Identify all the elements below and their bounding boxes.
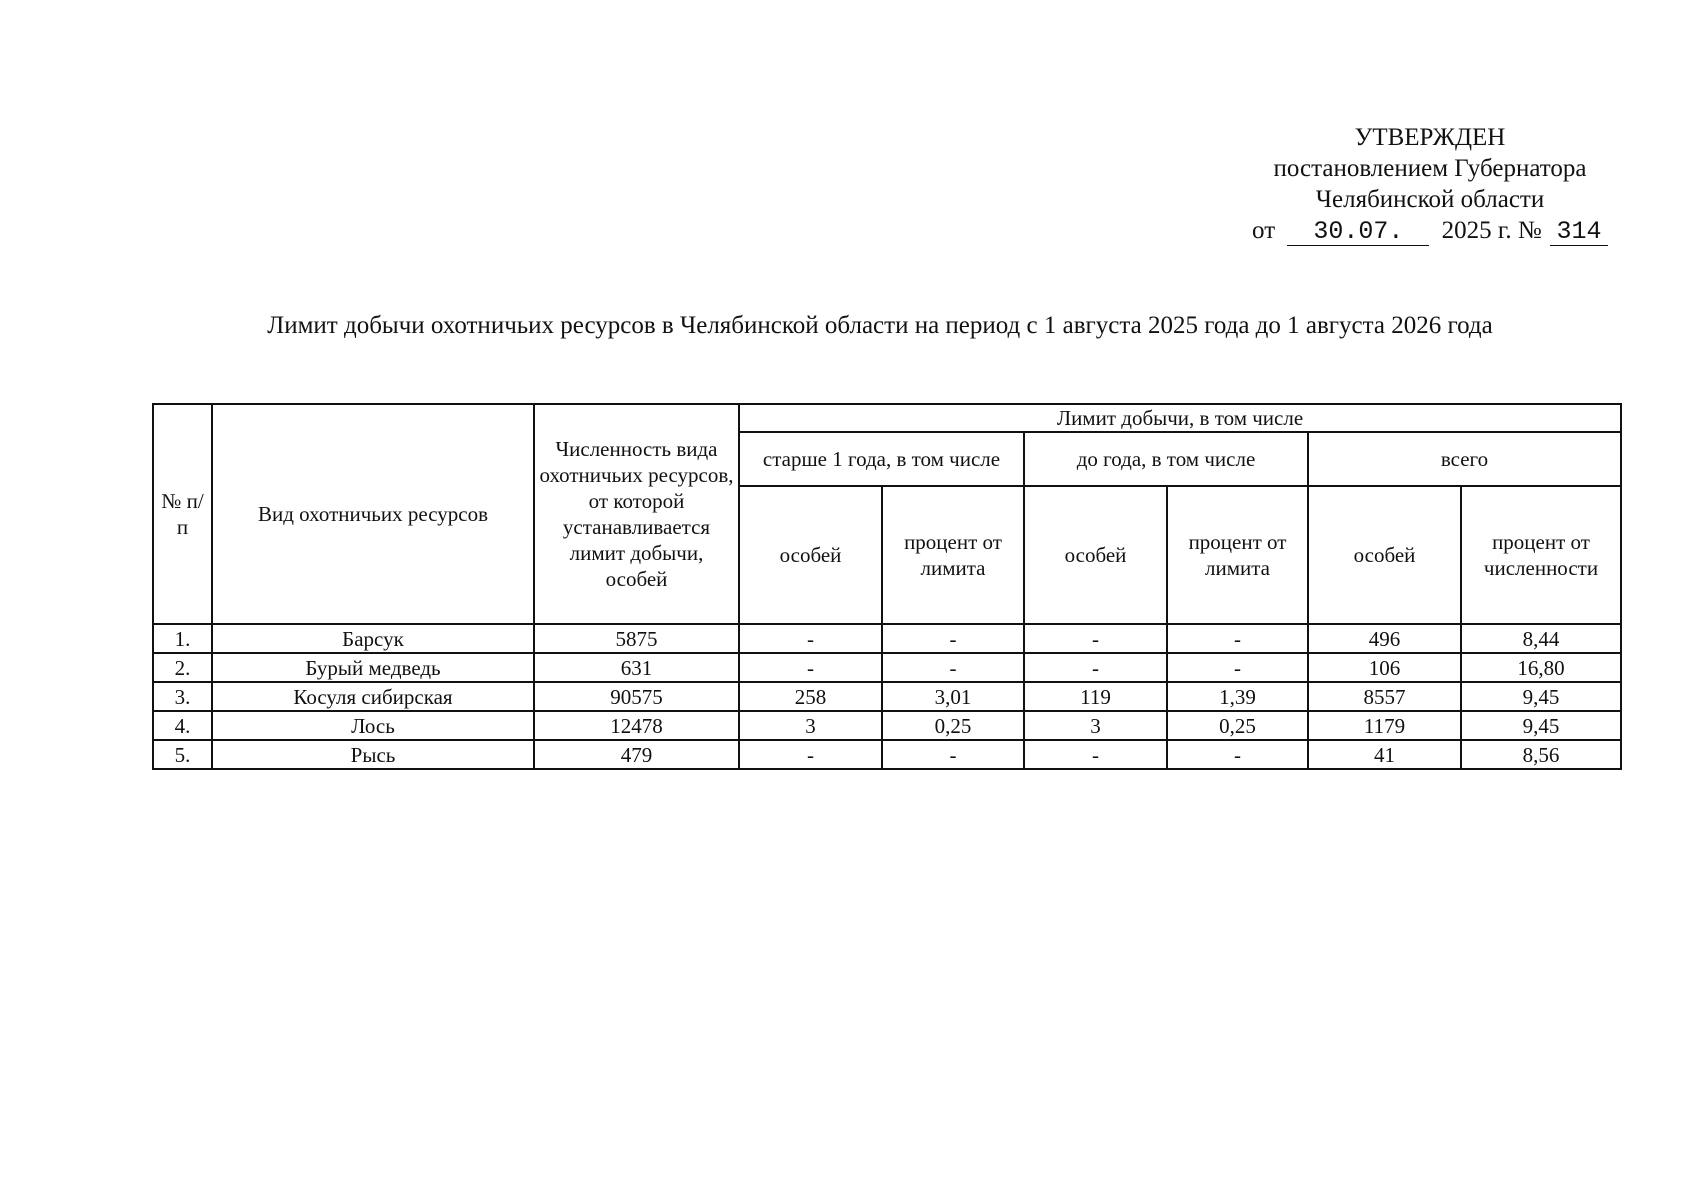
header-total-count: особей [1308,486,1461,624]
cell-total-count: 8557 [1308,682,1461,711]
cell-species: Бурый медведь [212,653,534,682]
approval-line-2: Челябинской области [1315,186,1545,213]
header-population: Численность вида охотничьих ресурсов, от которой устанавливается лимит добычи, особей [534,404,739,624]
header-young: до года, в том числе [1024,432,1308,486]
cell-older-count: 3 [739,711,882,740]
cell-total-pct: 16,80 [1461,653,1621,682]
cell-total-count: 106 [1308,653,1461,682]
table-row [153,624,1621,653]
header-species: Вид охотничьих ресурсов [212,404,534,624]
header-num: № п/п [153,404,212,624]
table-header [153,404,1621,624]
cell-num: 2. [153,653,212,682]
cell-young-count: - [1024,624,1167,653]
cell-total-pct: 9,45 [1461,711,1621,740]
cell-young-pct: 1,39 [1167,682,1308,711]
document-title: Лимит добычи охотничьих ресурсов в Челябинской области на период с 1 августа 2025 года до 1 августа 2026 года [267,312,1493,339]
cell-older-pct: - [882,624,1024,653]
cell-total-pct: 8,44 [1461,624,1621,653]
cell-older-count: - [739,653,882,682]
table-row [153,653,1621,682]
header-young-pct: процент от лимита [1167,486,1308,624]
cell-species: Лось [212,711,534,740]
table-row [153,740,1621,769]
cell-population: 479 [534,740,739,769]
approval-date-handwritten: 30.07. [1287,219,1429,246]
cell-species: Косуля сибирская [212,682,534,711]
limits-table [152,403,1622,770]
cell-total-pct: 9,45 [1461,682,1621,711]
cell-species: Барсук [212,624,534,653]
cell-population: 90575 [534,682,739,711]
cell-num: 4. [153,711,212,740]
cell-young-pct: - [1167,624,1308,653]
table-body [153,624,1621,769]
cell-total-count: 496 [1308,624,1461,653]
cell-older-pct: - [882,740,1024,769]
cell-older-count: - [739,740,882,769]
cell-population: 12478 [534,711,739,740]
cell-older-pct: 3,01 [882,682,1024,711]
header-older-count: особей [739,486,882,624]
approval-stamp [1230,122,1630,246]
cell-total-count: 1179 [1308,711,1461,740]
table-row [153,682,1621,711]
header-older: старше 1 года, в том числе [739,432,1024,486]
cell-total-count: 41 [1308,740,1461,769]
header-total-pct: процент от численности [1461,486,1621,624]
cell-species: Рысь [212,740,534,769]
approval-prefix: от [1252,217,1276,244]
cell-older-pct: 0,25 [882,711,1024,740]
cell-num: 5. [153,740,212,769]
header-total: всего [1308,432,1621,486]
cell-older-pct: - [882,653,1024,682]
approval-status: УТВЕРЖДЕН [1354,124,1506,151]
cell-population: 5875 [534,624,739,653]
cell-young-pct: - [1167,740,1308,769]
cell-older-count: - [739,624,882,653]
approval-year: 2025 г. № [1441,217,1542,244]
cell-young-count: 3 [1024,711,1167,740]
cell-older-count: 258 [739,682,882,711]
table-row [153,711,1621,740]
approval-number-handwritten: 314 [1550,219,1608,246]
cell-total-pct: 8,56 [1461,740,1621,769]
cell-young-count: - [1024,653,1167,682]
cell-num: 3. [153,682,212,711]
cell-young-pct: - [1167,653,1308,682]
approval-line-1: постановлением Губернатора [1273,155,1587,182]
approval-date-row [1230,215,1630,246]
cell-population: 631 [534,653,739,682]
header-older-pct: процент от лимита [882,486,1024,624]
header-young-count: особей [1024,486,1167,624]
cell-young-count: - [1024,740,1167,769]
header-limit-group: Лимит добычи, в том числе [739,404,1621,432]
cell-young-count: 119 [1024,682,1167,711]
cell-num: 1. [153,624,212,653]
cell-young-pct: 0,25 [1167,711,1308,740]
